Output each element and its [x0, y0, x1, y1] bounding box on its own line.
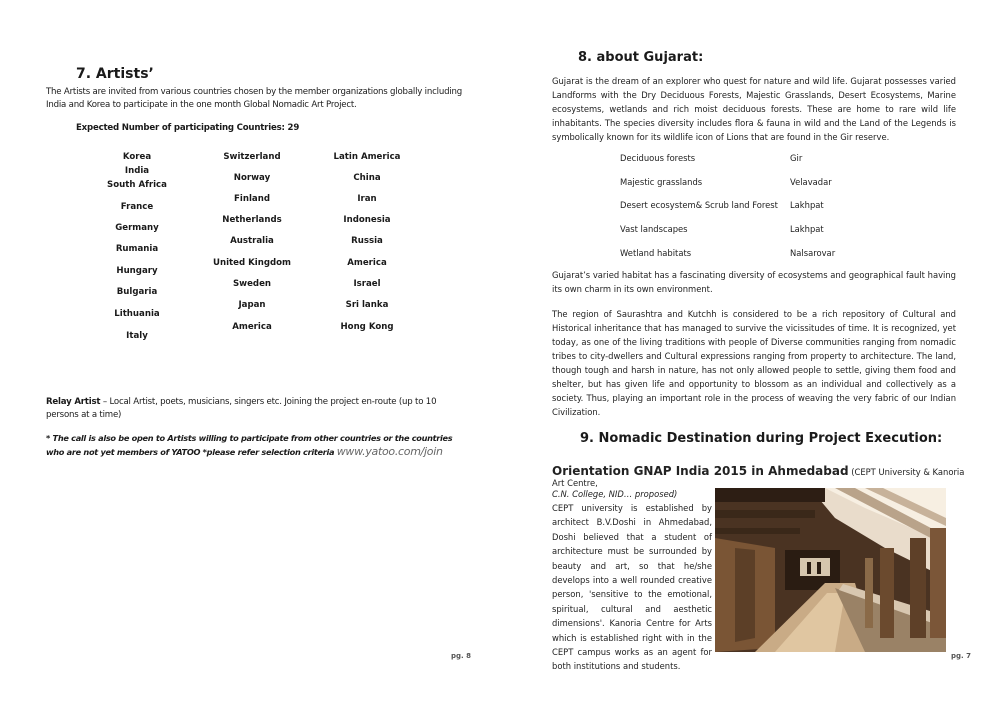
country-bulgaria: Bulgaria [116, 287, 158, 297]
artists-intro [46, 86, 466, 112]
country-norway: Norway [233, 173, 271, 183]
gujarat-paragraph-2: Gujarat’s varied habitat has a fascinating diversity of ecosystems and geographical fault having its own charm in its own environment. [552, 270, 956, 294]
country-china: China [353, 173, 381, 183]
habitat-place: Lakhpat [790, 200, 824, 211]
country-sweden: Sweden [232, 279, 272, 289]
open-call-note-text: * The call is also be open to Artists willing to participate from other countries or the countries who are not yet members of YATOO *please refer selection criteria [46, 433, 453, 457]
country-italy: Italy [126, 331, 148, 341]
habitat-name: Vast landscapes [620, 224, 688, 235]
cept-paragraph: CEPT university is established by architect B.V.Doshi in Ahmedabad, Doshi believed that a student of architecture must be surrounded by beauty and art, so that he/she develops into a well rounded creative person, 'sensitive to the emotional, spiritual, cultural and aesthetic dimensions'. Kanoria Centre for Arts which is established right with in the CEPT campus works as an agent for both institutions and students. [552, 503, 712, 672]
country-indonesia: Indonesia [343, 215, 391, 225]
habitat-place: Gir [790, 153, 803, 163]
habitat-name: Desert ecosystem& Scrub land Forest [620, 200, 778, 211]
country-iran: Iran [357, 194, 377, 204]
page-number-left: pg. 8 [451, 652, 471, 660]
country-switzerland: Switzerland [223, 152, 281, 162]
open-call-note [46, 432, 466, 459]
country-finland: Finland [234, 194, 270, 204]
orientation-venues-line-2: C.N. College, NID… proposed) [552, 489, 678, 499]
relay-artist-text: – Local Artist, poets, musicians, singers etc. Joining the project en-route (up to 10 persons at a time) [46, 397, 437, 420]
yatoo-join-link[interactable]: www.yatoo.com/join [336, 445, 443, 458]
relay-artist-paragraph [46, 396, 466, 422]
section-7-title: 7. Artists’ [76, 66, 154, 82]
habitat-name: Wetland habitats [620, 247, 692, 258]
habitat-place: Lakhpat [790, 224, 824, 235]
relay-artist-label: Relay Artist [46, 397, 101, 407]
orientation-title: Orientation GNAP India 2015 in Ahmedabad [552, 464, 849, 478]
country-japan: Japan [238, 300, 266, 310]
section-9-title: 9. Nomadic Destination during Project Execution: [580, 431, 943, 446]
country-rumania: Rumania [115, 244, 159, 254]
cept-architecture-photo [715, 488, 946, 652]
gujarat-paragraph-1: Gujarat is the dream of an explorer who quest for nature and wild life. Gujarat possesses varied Landforms with the Dry Deciduous Forests, Majestic Grasslands, Desert Ecosystems, Marine ecosystems, wetlands and rich moist deciduous forests. These are home to rare wild life inhabitants. The species diversity includes flora & fauna in wild and the Land of the Legends is symbolically known for its wildlife icon of Lions that are found in the Gir reserve. [552, 76, 956, 142]
artists-intro-line-2: India and Korea to participate in the one month Global Nomadic Art Project. [46, 100, 357, 110]
habitat-name: Majestic grasslands [620, 176, 703, 187]
orientation-venues: (CEPT University & Kanoria Art Centre, [552, 467, 965, 488]
country-hungary: Hungary [116, 266, 158, 276]
habitat-name: Deciduous forests [620, 153, 696, 163]
country-germany: Germany [115, 223, 159, 233]
gujarat-paragraph-3: The region of Saurashtra and Kutchh is considered to be a rich repository of Cultural and Historical inheritance that has managed to survive the vicissitudes of time. It is recognized, yet today, as one of the living traditions with people of Diverse communities ranging from nomadic tribes to city-dwellers and Cultural expressions ranging from property to architecture. The land, though tough and harsh in nature, has not only allowed people to settle, giving them food and shelter, but has given life and opportunity to blossom as an individual and collectively as a society. Thus, playing an important role in the process of weaving the very fabric of our Indian Civilization. [552, 309, 956, 417]
country-america: America [232, 322, 272, 332]
country-sri-lanka: Sri lanka [345, 300, 389, 310]
page-number-right: pg. 7 [951, 652, 971, 660]
country-united-kingdom: United Kingdom [212, 258, 291, 268]
country-israel: Israel [353, 279, 381, 289]
country-netherlands: Netherlands [222, 215, 282, 225]
expected-countries: Expected Number of participating Countries: 29 [76, 123, 300, 133]
country-australia: Australia [230, 236, 274, 246]
section-8-title: 8. about Gujarat: [578, 50, 704, 65]
country-south-africa: South Africa [107, 180, 167, 190]
country-russia: Russia [351, 236, 383, 246]
right-page [500, 0, 1000, 706]
country-lithuania: Lithuania [114, 309, 160, 319]
habitat-place: Velavadar [790, 176, 832, 187]
country-india: India [124, 166, 150, 176]
country-latin-america: Latin America [333, 152, 401, 162]
country-america: America [347, 258, 387, 268]
artists-intro-line-1: The Artists are invited from various countries chosen by the member organizations globally including [46, 87, 463, 97]
country-france: France [120, 202, 154, 212]
country-korea: Korea [122, 152, 152, 162]
habitat-place: Nalsarovar [790, 247, 836, 258]
country-hong-kong: Hong Kong [340, 322, 394, 332]
